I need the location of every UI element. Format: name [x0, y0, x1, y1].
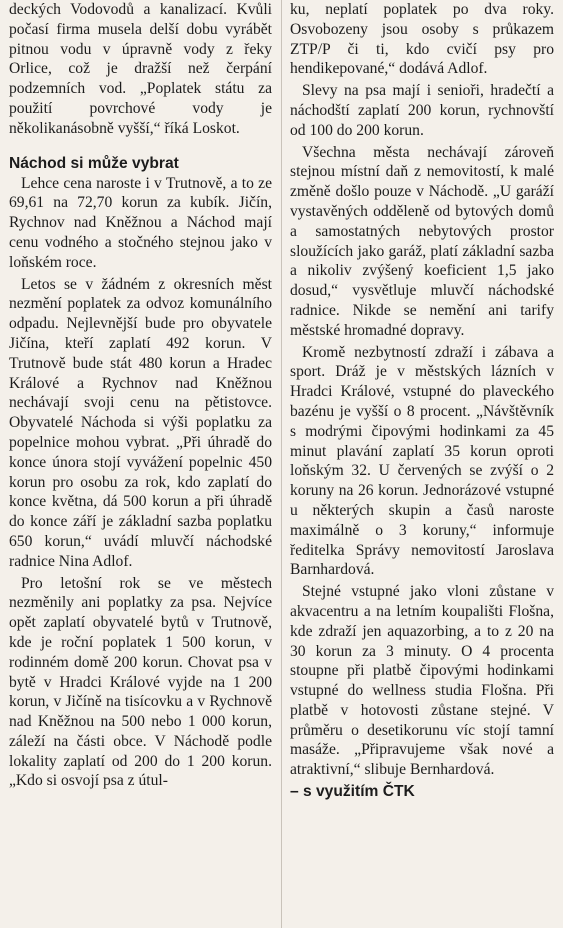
left-column — [9, 0, 272, 793]
section-gap — [9, 141, 272, 154]
paragraph-continuation: deckých Vodovodů a kanalizací. Kvůli počasí firma musela delší dobu vyrábět pitnou vodu v úpravně vody z řeky Orlice, což je dražší než čerpání podzemních vod. „Poplatek státu za použití povrchové vody je několikanásobně vyšší,“ říká Loskot. — [9, 1, 272, 137]
paragraph: Lehce cena naroste i v Trutnově, a to ze 69,61 na 72,70 korun za kubík. Jičín, Rychnov nad Kněžnou a Náchod mají cenu vodného a stočného stejnou jako v loňském roce. — [9, 174, 272, 271]
paragraph: Slevy na psa mají i senioři, hradečtí a náchodští zaplatí 200 korun, rychnovští od 100 do 200 korun. — [290, 82, 554, 139]
source-credit: – s využitím ČTK — [290, 783, 415, 801]
paragraph: Pro letošní rok se ve městech nezměnily ani poplatky za psa. Nejvíce opět zaplatí obyvatelé bytů v Trutnově, kde je roční poplatek 1 500 korun, v rodinném domě 200 korun. Chovat psa v bytě v Hradci Králové vyjde na 1 200 korun, v Jičíně na tisícovku a v Rychnově nad Kněžnou na 500 nebo 1 000 korun, záleží na části obce. V Náchodě podle lokality zaplatí od 200 do 1 200 korun. „Kdo si osvojí psa z útul- — [9, 574, 272, 790]
paragraph: Všechna města nechávají zároveň stejnou místní daň z nemovitostí, k malé změně došlo pouze v Náchodě. „U garáží vystavěných odděleně od bytových domů a samostatných nebytových prostor sloužících jako garáž, platí základní sazba a nikoliv zvýšený koeficient 1,5 jako dosud,“ vysvětluje mluvčí náchodské radnice. Nikde se nemění ani tarify městské hromadné dopravy. — [290, 143, 554, 339]
paragraph: Letos se v žádném z okresních měst nezmění poplatek za odvoz komunálního odpadu. Nejlevnější bude pro obyvatele Jičína, kteří zaplatí 492 korun. V Trutnově bude stát 480 korun a Hradec Králové a Rychnov nad Kněžnou nechávají svoji cenu na pětistovce. Obyvatelé Náchoda si výši poplatku za popelnice mohou vybrat. „Při úhradě do konce února stojí vyvážení popelnic 450 korun pro osobu za rok, kdo zaplatí do konce května, dá 500 korun a při úhradě do konce září je základní sazba poplatku 650 korun,“ uvádí mluvčí náchodské radnice Nina Adlof. — [9, 275, 272, 570]
paragraph: Stejné vstupné jako vloni zůstane v akvacentru a na letním koupališti Flošna, kde zdraží jen aquazorbing, a to z 20 na 30 korun za 3 minuty. O 4 procenta stoupne při platbě čipovými hodinkami vstupné do wellness studia Flošna. Při platbě v hotovosti zůstane stejné. V průměru o desetikorunu víc stojí tamní masáže. „Připravujeme však nové a atraktivní,“ slibuje Bernhardová. — [290, 583, 554, 779]
paragraph-continuation: ku, neplatí poplatek po dva roky. Osvobozeny jsou osoby s průkazem ZTP/P či ti, kdo cvičí psy pro hendikepované,“ dodává Adlof. — [290, 1, 554, 78]
section-heading: Náchod si může vybrat — [9, 154, 179, 172]
column-divider — [281, 0, 282, 928]
paragraph: Kromě nezbytností zdraží i zábava a sport. Dráž je v městských lázních v Hradci Králové, vstupné do plaveckého bazénu je vyšší o 8 procent. „Návštěvník s modrými čipovými hodinkami za 45 minut plavání zaplatí 35 korun oproti loňským 32. U červených se zvýší o 2 koruny na 26 korun. Jednorázové vstupné u některých skupin a časů naroste maximálně o 3 koruny,“ informuje ředitelka Správy nemovitostí Jaroslava Barnhardová. — [290, 343, 554, 579]
right-column — [290, 0, 554, 804]
